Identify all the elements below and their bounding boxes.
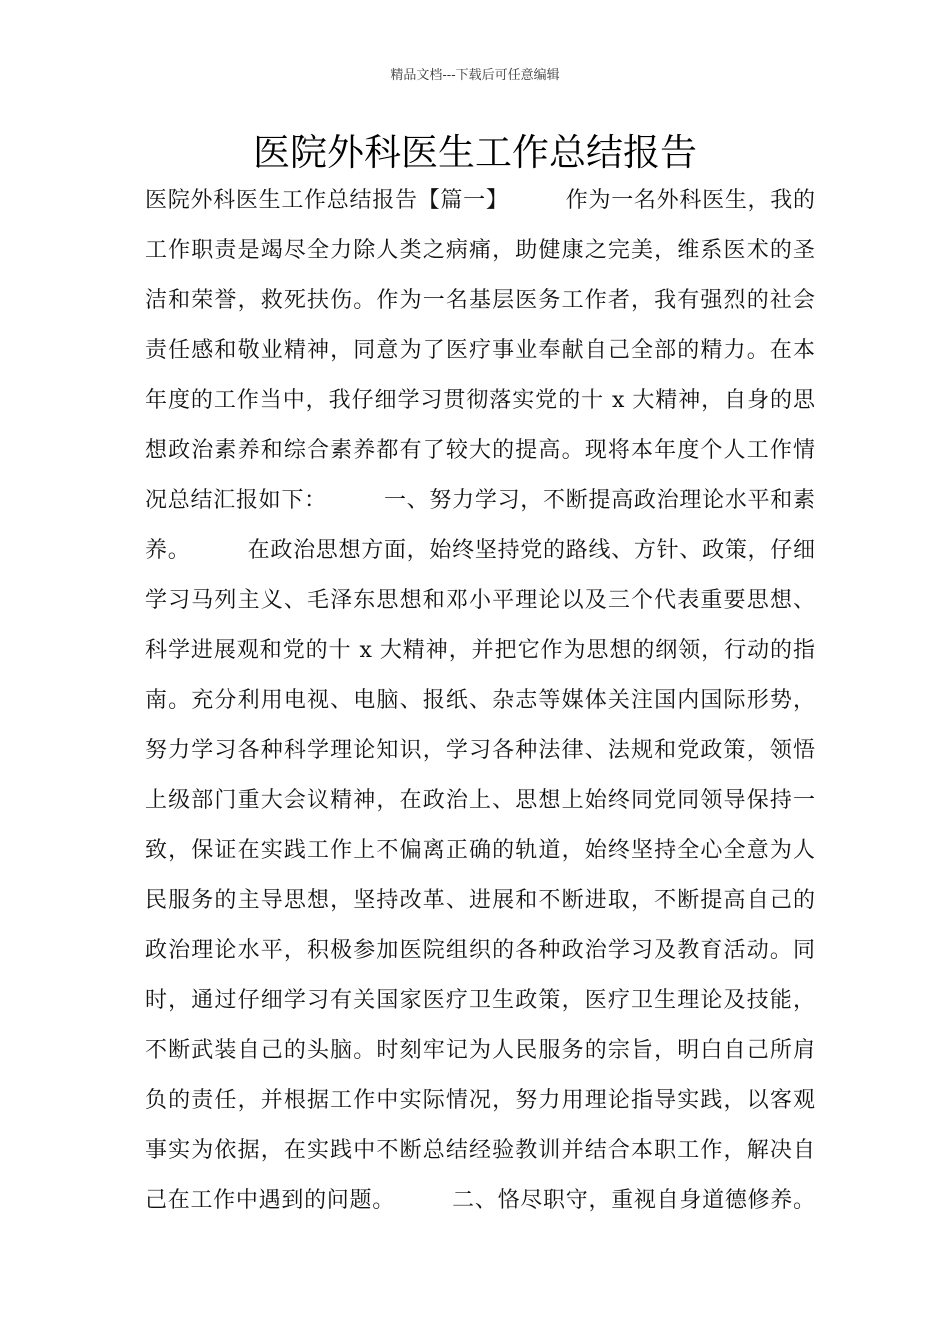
body-line: 想政治素养和综合素养都有了较大的提高。现将本年度个人工作情: [145, 438, 815, 463]
body-line: 科学进展观和党的十 x 大精神，并把它作为思想的纲领，行动的指: [145, 638, 815, 663]
body-line: 不断武装自己的头脑。时刻牢记为人民服务的宗旨，明白自己所肩: [145, 1038, 815, 1063]
body-line: 己在工作中遇到的问题。 二、恪尽职守，重视自身道德修养。: [145, 1188, 815, 1213]
body-line: 洁和荣誉，救死扶伤。作为一名基层医务工作者，我有强烈的社会: [145, 288, 815, 313]
body-line: 况总结汇报如下： 一、努力学习，不断提高政治理论水平和素: [145, 488, 815, 513]
document-body: [145, 176, 815, 1226]
body-line: 上级部门重大会议精神，在政治上、思想上始终同党同领导保持一: [145, 788, 815, 813]
body-line: 学习马列主义、毛泽东思想和邓小平理论以及三个代表重要思想、: [145, 588, 815, 613]
body-line: 南。充分利用电视、电脑、报纸、杂志等媒体关注国内国际形势，: [145, 688, 815, 713]
body-line: 养。 在政治思想方面，始终坚持党的路线、方针、政策，仔细: [145, 538, 815, 563]
document-title: 医院外科医生工作总结报告: [253, 131, 697, 174]
body-line: 年度的工作当中，我仔细学习贯彻落实党的十 x 大精神，自身的思: [145, 388, 815, 413]
body-line: 事实为依据，在实践中不断总结经验教训并结合本职工作，解决自: [145, 1138, 815, 1163]
body-line: 医院外科医生工作总结报告【篇一】 作为一名外科医生，我的: [145, 188, 815, 213]
body-line: 政治理论水平，积极参加医院组织的各种政治学习及教育活动。同: [145, 938, 815, 963]
body-line: 责任感和敬业精神，同意为了医疗事业奉献自己全部的精力。在本: [145, 338, 815, 363]
header-note: 精品文档---下载后可任意编辑: [390, 68, 560, 83]
body-line: 致，保证在实践工作上不偏离正确的轨道，始终坚持全心全意为人: [145, 838, 815, 863]
body-line: 工作职责是竭尽全力除人类之病痛，助健康之完美，维系医术的圣: [145, 238, 815, 263]
body-line: 时，通过仔细学习有关国家医疗卫生政策，医疗卫生理论及技能，: [145, 988, 815, 1013]
body-line: 负的责任，并根据工作中实际情况，努力用理论指导实践，以客观: [145, 1088, 815, 1113]
body-line: 民服务的主导思想，坚持改革、进展和不断进取，不断提高自己的: [145, 888, 815, 913]
body-line: 努力学习各种科学理论知识，学习各种法律、法规和党政策，领悟: [145, 738, 815, 763]
